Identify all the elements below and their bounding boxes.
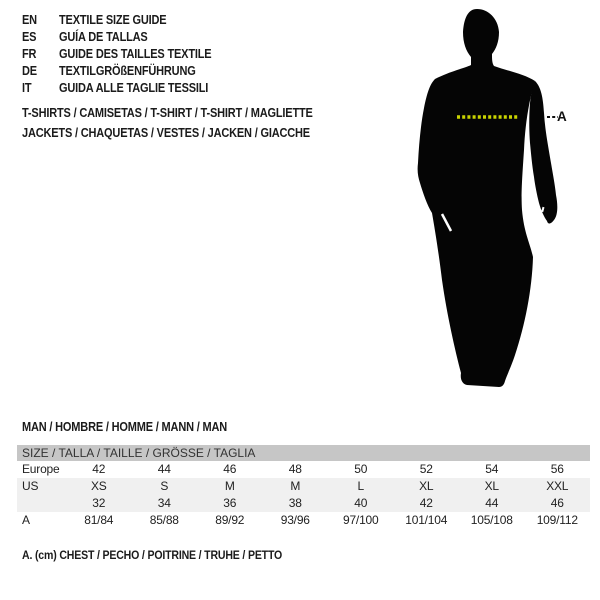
- language-code: IT: [22, 81, 32, 96]
- language-code: EN: [22, 12, 37, 27]
- table-cell: XXL: [546, 479, 569, 493]
- table-cell: M: [224, 479, 235, 493]
- language-code: ES: [22, 29, 37, 44]
- table-cell: 105/108: [470, 513, 513, 527]
- table-cell: L: [357, 479, 364, 493]
- table-cell: 89/92: [215, 513, 245, 527]
- size-table-header: SIZE / TALLA / TAILLE / GRÖSSE / TAGLIA: [17, 445, 590, 461]
- list-item: [22, 45, 232, 62]
- table-cell: 101/104: [405, 513, 448, 527]
- table-cell: XL: [484, 479, 499, 493]
- table-cell: 85/88: [149, 513, 179, 527]
- chest-footnote: A. (cm) CHEST / PECHO / POITRINE / TRUHE / PETTO: [22, 548, 283, 562]
- table-cell: 93/96: [280, 513, 310, 527]
- size-table: [17, 445, 590, 529]
- table-cell: 97/100: [342, 513, 379, 527]
- table-cell: 44: [157, 462, 171, 476]
- language-label: TEXTILGRÖßENFÜHRUNG: [59, 64, 196, 79]
- table-cell: 40: [354, 496, 368, 510]
- row-label: Europe: [22, 462, 60, 476]
- table-cell: 48: [288, 462, 302, 476]
- table-cell: 81/84: [84, 513, 114, 527]
- list-item: [22, 28, 232, 45]
- category-jackets: JACKETS / CHAQUETAS / VESTES / JACKEN / GIACCHE: [22, 126, 310, 140]
- table-row-numeric: [17, 495, 590, 512]
- man-right-arm-shape: [529, 81, 557, 224]
- list-item: [22, 63, 232, 80]
- language-list: [22, 11, 232, 97]
- garment-categories: [22, 106, 352, 146]
- table-cell: M: [290, 479, 301, 493]
- table-cell: XS: [90, 479, 107, 493]
- table-cell: 46: [223, 462, 237, 476]
- table-cell: 36: [223, 496, 237, 510]
- table-cell: 109/112: [536, 513, 578, 527]
- language-code: DE: [22, 64, 37, 79]
- row-label: [17, 495, 66, 512]
- table-cell: 46: [550, 496, 564, 510]
- table-cell: 42: [92, 462, 106, 476]
- table-row-us: [17, 478, 590, 495]
- table-cell: XL: [419, 479, 434, 493]
- table-cell: 38: [288, 496, 302, 510]
- section-heading-man: MAN / HOMBRE / HOMME / MANN / MAN: [22, 420, 228, 434]
- language-label: GUIDA ALLE TAGLIE TESSILI: [59, 81, 209, 96]
- table-cell: 50: [354, 462, 368, 476]
- measurement-label-a: A: [557, 109, 567, 124]
- table-cell: 34: [157, 496, 171, 510]
- row-label: US: [22, 479, 39, 493]
- list-item: [22, 11, 232, 28]
- list-item: [22, 80, 232, 97]
- table-row-europe: [17, 461, 590, 478]
- table-cell: 56: [550, 462, 564, 476]
- row-label: A: [22, 513, 30, 527]
- table-cell: 52: [419, 462, 433, 476]
- table-cell: 54: [485, 462, 499, 476]
- table-cell: 32: [92, 496, 106, 510]
- man-body-shape: [418, 9, 535, 387]
- language-label: GUIDE DES TAILLES TEXTILE: [59, 46, 212, 61]
- table-cell: 42: [419, 496, 433, 510]
- language-code: FR: [22, 46, 37, 61]
- table-cell: 44: [485, 496, 499, 510]
- language-label: GUÍA DE TALLAS: [59, 29, 148, 44]
- table-cell: S: [160, 479, 169, 493]
- language-label: TEXTILE SIZE GUIDE: [59, 12, 167, 27]
- man-silhouette: [415, 5, 565, 390]
- category-tshirts: T-SHIRTS / CAMISETAS / T-SHIRT / T-SHIRT / MAGLIETTE: [22, 106, 313, 120]
- table-row-chest: [17, 512, 590, 529]
